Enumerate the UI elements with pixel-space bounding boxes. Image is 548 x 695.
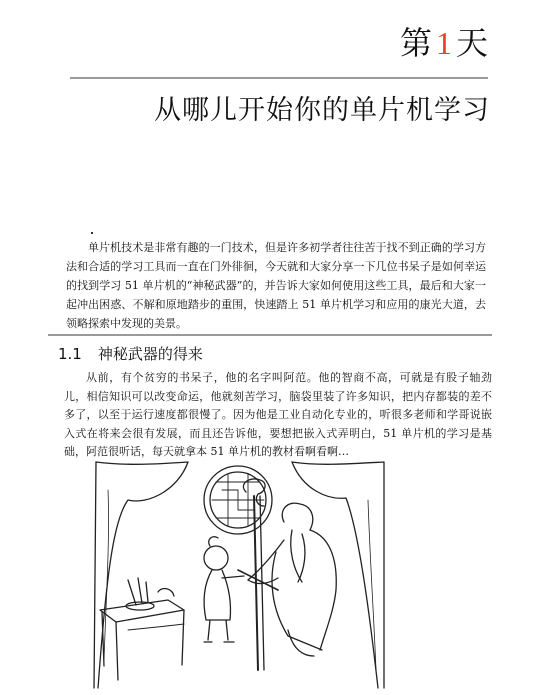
- decorative-dot: [91, 232, 93, 234]
- chapter-prefix: 第: [399, 24, 434, 62]
- top-divider: [70, 77, 488, 79]
- chapter-title: 从哪儿开始你的单片机学习: [154, 95, 490, 126]
- section-number: 1.1: [58, 345, 82, 363]
- section-divider: [48, 334, 492, 336]
- chapter-heading: [400, 18, 490, 64]
- story-paragraph: 从前，有个贫穷的书呆子，他的名字叫阿范。他的智商不高，可就是有股子轴劲儿，相信知识可以改变命运，他就刻苦学习，脑袋里装了许多知识，把内存都装的差不多了，以至于运行速度都很慢了。因为他是工业自动化专业的，听很多老师和学哥说嵌入式在将来会很有发展，而且还告诉他，要想把嵌入式弄明白，51 单片机的学习是基础，阿范很听话，每天就拿本 51 单片机的教材看啊看啊…: [64, 371, 492, 458]
- chapter-number: 1: [435, 25, 454, 61]
- section-heading: [58, 343, 203, 364]
- intro-paragraph: 单片机技术是非常有趣的一门技术，但是许多初学者往往苦于找不到正确的学习方法和合适的学习工具而一直在门外徘徊，今天就和大家分享一下几位书呆子是如何幸运的找到学习 51 单片机的“神秘武器”的，并告诉大家如何使用这些工具，最后和大家一起冲出困惑、不解和原地踏步的重围，快速踏上 51 单片机学习和应用的康光大道，去领略探索中发现的美景。: [66, 241, 486, 330]
- section-title: 神秘武器的得来: [97, 345, 203, 363]
- chapter-suffix: 天: [455, 24, 490, 62]
- story-illustration: [88, 460, 388, 690]
